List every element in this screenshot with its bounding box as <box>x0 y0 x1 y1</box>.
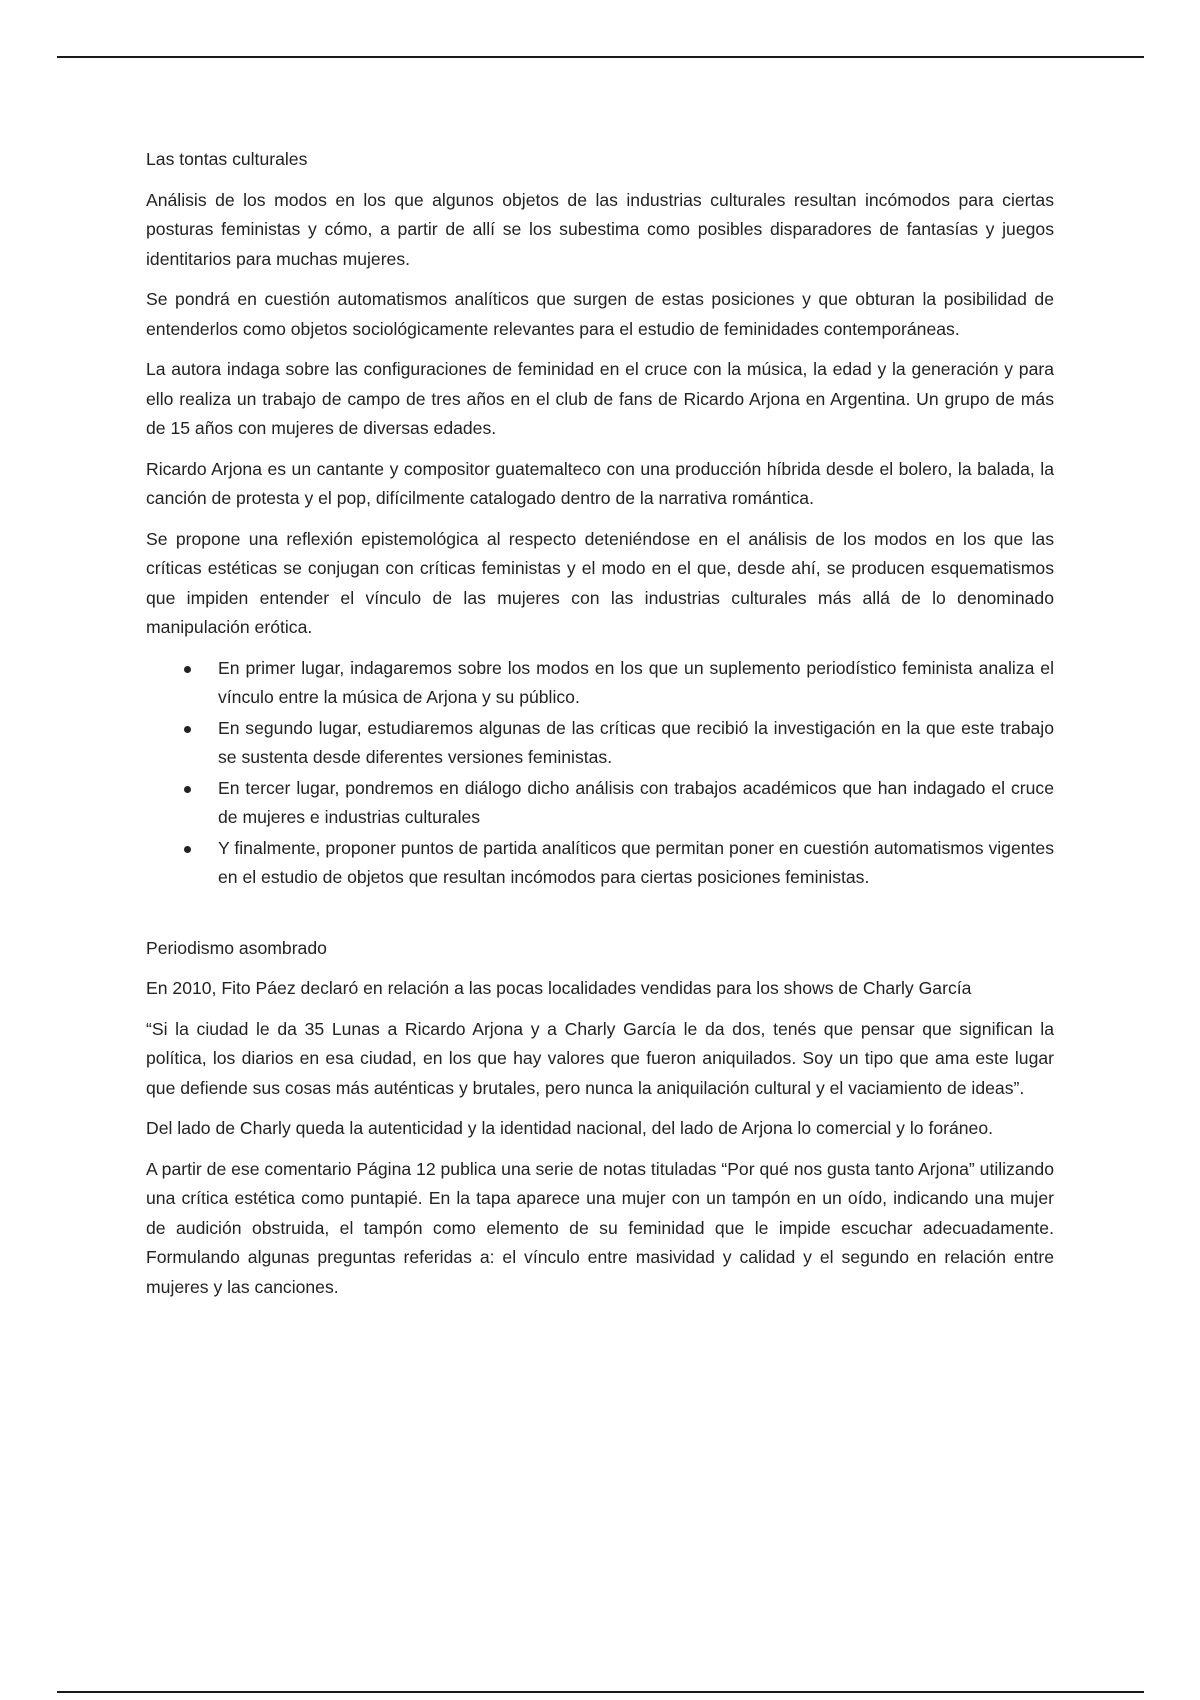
quote-paragraph: “Si la ciudad le da 35 Lunas a Ricardo Arjona y a Charly García le da dos, tenés que pensar que significan la política, los diarios en esa ciudad, en los que hay valores que fueron aniquilados. Soy un tipo que ama este lugar que defiende sus cosas más auténticas y brutales, pero nunca la aniquilación cultural y el vaciamiento de ideas”. <box>146 1018 1054 1098</box>
paragraph: En 2010, Fito Páez declaró en relación a las pocas localidades vendidas para los shows de Charly García <box>146 978 972 998</box>
footer-rule <box>57 1691 1144 1693</box>
paragraph: Se pondrá en cuestión automatismos analíticos que surgen de estas posiciones y que obturan la posibilidad de entenderlos como objetos sociológicamente relevantes para el estudio de feminidades contemporáneas. <box>146 289 1054 339</box>
bullet-item <box>146 774 1054 833</box>
bullet-text: En segundo lugar, estudiaremos algunas de las críticas que recibió la investigación en la que este trabajo se sustenta desde diferentes versiones feministas. <box>218 717 1054 767</box>
document-body <box>146 145 1054 1313</box>
paragraph: A partir de ese comentario Página 12 publica una serie de notas tituladas “Por qué nos gusta tanto Arjona” utilizando una crítica estética como puntapié. En la tapa aparece una mujer con un tampón en un oído, indicando una mujer de audición obstruida, el tampón como elemento de su feminidad que le impide escuchar adecuadamente. Formulando algunas preguntas referidas a: el vínculo entre masividad y calidad y el segundo en relación entre mujeres y las canciones. <box>146 1158 1054 1297</box>
bullet-list <box>146 654 1054 893</box>
paragraph: Del lado de Charly queda la autenticidad y la identidad nacional, del lado de Arjona lo comercial y lo foráneo. <box>146 1118 993 1138</box>
bullet-text: Y finalmente, proponer puntos de partida analíticos que permitan poner en cuestión automatismos vigentes en el estudio de objetos que resultan incómodos para ciertas posiciones feministas. <box>218 837 1054 887</box>
paragraph: Análisis de los modos en los que algunos objetos de las industrias culturales resultan incómodos para ciertas posturas feministas y cómo, a partir de allí se los subestima como posibles disparadores de fantasías y juegos identitarios para muchas mujeres. <box>146 189 1054 269</box>
paragraph: Ricardo Arjona es un cantante y compositor guatemalteco con una producción híbrida desde el bolero, la balada, la canción de protesta y el pop, difícilmente catalogado dentro de la narrativa romántica. <box>146 458 1054 508</box>
bullet-item <box>146 714 1054 773</box>
bullet-dot-icon <box>184 846 191 853</box>
bullet-dot-icon <box>184 786 191 793</box>
bullet-text: En primer lugar, indagaremos sobre los modos en los que un suplemento periodístico feminista analiza el vínculo entre la música de Arjona y su público. <box>218 657 1054 707</box>
bullet-dot-icon <box>184 666 191 673</box>
paragraph: Se propone una reflexión epistemológica al respecto deteniéndose en el análisis de los modos en los que las críticas estéticas se conjugan con críticas feministas y el modo en el que, desde ahí, se producen esquematismos que impiden entender el vínculo de las mujeres con las industrias culturales más allá de lo denominado manipulación erótica. <box>146 528 1054 637</box>
section-heading-periodismo-asombrado: Periodismo asombrado <box>146 937 327 958</box>
header-rule <box>57 56 1144 58</box>
bullet-item <box>146 834 1054 893</box>
section-heading-tontas-culturales: Las tontas culturales <box>146 149 308 169</box>
bullet-text: En tercer lugar, pondremos en diálogo dicho análisis con trabajos académicos que han indagado el cruce de mujeres e industrias culturales <box>218 777 1054 827</box>
section-spacer <box>146 894 1054 934</box>
bullet-item <box>146 654 1054 713</box>
paragraph: La autora indaga sobre las configuraciones de feminidad en el cruce con la música, la edad y la generación y para ello realiza un trabajo de campo de tres años en el club de fans de Ricardo Arjona en Argentina. Un grupo de más de 15 años con mujeres de diversas edades. <box>146 359 1054 438</box>
bullet-dot-icon <box>184 726 191 733</box>
